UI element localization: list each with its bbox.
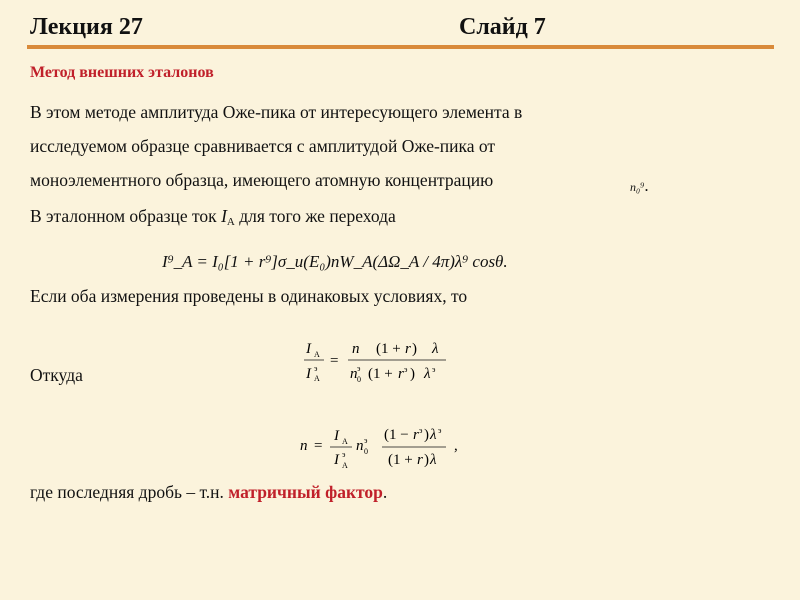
- current-subscript: A: [226, 216, 235, 228]
- svg-text:=: =: [330, 353, 339, 369]
- formula-concentration-source: n = (I_A / I⁹_A) n⁹₀ (1 − r⁹)λ⁹ / (1 + r)λ ,: [300, 420, 317, 421]
- svg-text:э: э: [419, 426, 423, 435]
- paragraph-line-2: исследуемом образце сравнивается с амплитудой Оже-пика от: [30, 136, 496, 156]
- svg-text:r: r: [413, 427, 419, 443]
- svg-text:λ: λ: [430, 427, 437, 443]
- svg-text:r: r: [405, 341, 411, 357]
- formula-concentration: [300, 420, 500, 480]
- svg-text:I: I: [334, 428, 339, 444]
- formula-ratio: [300, 336, 480, 386]
- inline-n0-symbol: n₀⁹: [630, 180, 645, 194]
- svg-text:): ): [412, 341, 417, 357]
- p7-end: .: [382, 482, 388, 502]
- svg-text:(1 +: (1 +: [376, 341, 401, 357]
- svg-text:э: э: [314, 364, 318, 373]
- paragraph-line-5: Если оба измерения проведены в одинаковых условиях, то: [30, 286, 468, 306]
- svg-text:r: r: [417, 452, 423, 468]
- svg-text:): ): [424, 452, 429, 468]
- svg-text:э: э: [404, 365, 408, 374]
- svg-text:r: r: [398, 366, 404, 382]
- svg-text:λ: λ: [432, 341, 439, 357]
- svg-text:): ): [424, 427, 429, 443]
- svg-text:0: 0: [364, 447, 368, 456]
- svg-text:0: 0: [357, 375, 361, 384]
- paragraph-line-1: В этом методе амплитуда Оже-пика от интересующего элемента в: [30, 102, 523, 122]
- paragraph-line-4: [30, 206, 396, 228]
- svg-text:(1 +: (1 +: [368, 366, 393, 382]
- svg-text:I: I: [334, 452, 339, 468]
- svg-text:э: э: [357, 364, 361, 373]
- p4-after: для того же перехода: [239, 206, 396, 226]
- p7-before: где последняя дробь – т.н.: [30, 482, 224, 502]
- current-symbol: I: [221, 206, 227, 226]
- svg-text:,: ,: [454, 438, 458, 454]
- svg-text:I: I: [306, 341, 311, 357]
- svg-text:n: n: [300, 438, 308, 454]
- svg-text:э: э: [342, 450, 346, 459]
- svg-text:): ): [410, 366, 415, 382]
- svg-text:э: э: [432, 365, 436, 374]
- formula-reference-current: I⁹_A = I₀[1 + r⁹]σ_и(E₀)nW_A(ΔΩ_A / 4π)λ⁹ cosθ.: [162, 252, 508, 271]
- svg-text:λ: λ: [430, 452, 437, 468]
- formula-ratio-source: I_A / I⁹_A = n (1 + r) λ / n⁹₀ (1 + r⁹) λ⁹: [300, 336, 316, 337]
- slide-label: Слайд 7: [459, 14, 546, 40]
- svg-text:A: A: [314, 374, 320, 383]
- svg-text:λ: λ: [424, 366, 431, 382]
- svg-text:A: A: [342, 437, 348, 446]
- paragraph-line-7: [30, 482, 387, 503]
- paragraph-line-6: Откуда: [30, 365, 83, 385]
- svg-text:I: I: [306, 366, 311, 382]
- svg-text:n: n: [352, 341, 360, 357]
- paragraph-line-3: [30, 170, 493, 191]
- paragraph-line-3-period: .: [644, 176, 649, 195]
- matrix-factor-term: матричный фактор: [228, 482, 383, 502]
- svg-text:э: э: [364, 436, 368, 445]
- svg-text:A: A: [314, 350, 320, 359]
- lecture-label: Лекция 27: [30, 14, 143, 40]
- svg-text:(1 −: (1 −: [384, 427, 409, 443]
- inline-concentration-formula: [630, 176, 649, 196]
- svg-text:э: э: [438, 426, 442, 435]
- svg-text:n: n: [356, 438, 364, 454]
- header-divider: [27, 45, 774, 49]
- svg-text:n: n: [350, 366, 358, 382]
- svg-text:A: A: [342, 461, 348, 470]
- svg-text:=: =: [314, 438, 323, 454]
- section-title: Метод внешних эталонов: [30, 64, 214, 81]
- paragraph-line-3-text: моноэлементного образца, имеющего атомную концентрацию: [30, 170, 494, 190]
- p4-before: В эталонном образце ток: [30, 206, 217, 226]
- svg-text:(1 +: (1 +: [388, 452, 413, 468]
